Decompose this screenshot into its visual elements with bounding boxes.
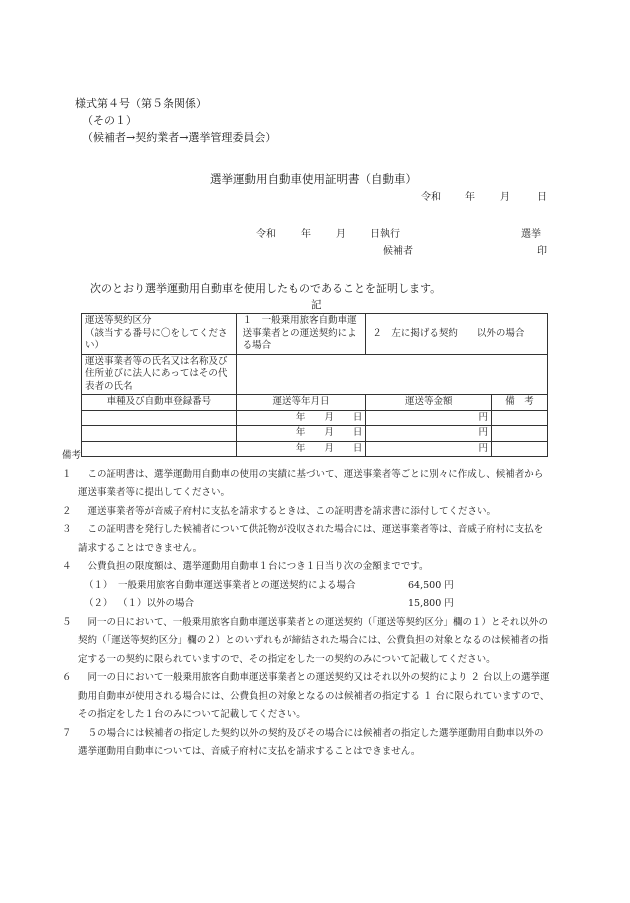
col-date: 運送等年月日	[236, 395, 366, 411]
remarks-cell[interactable]	[492, 410, 548, 426]
note-item	[62, 503, 552, 522]
col-remarks: 備 考	[492, 395, 548, 411]
subnote-text: 一般乗用旅客自動車運送事業者との運送契約による場合	[118, 579, 356, 591]
note-text: 同一の日において、一般乗用旅客自動車運送事業者との運送契約（「運送等契約区分」欄の１）とそれ以外の契約（「運送等契約区分」欄の２）とのいずれもが締結された場合には、公費負担の対象となるのは候補者の指定する一の契約に限られていますので、その指定をした一の契約のみについて記載してください。	[78, 616, 549, 665]
amount-cell[interactable]: 円	[366, 441, 492, 457]
subnote-number: （２）	[84, 598, 113, 609]
date-cell[interactable]: 年 月 日	[236, 441, 366, 457]
election-era: 令和	[256, 229, 276, 240]
date-cell[interactable]: 年 月 日	[236, 410, 366, 426]
election-month: 月	[336, 229, 346, 240]
form-flow: （候補者→契約業者→選挙管理委員会）	[82, 131, 277, 144]
remarks-cell[interactable]	[492, 426, 548, 442]
subnote-text: （１）以外の場合	[118, 598, 195, 609]
contract-type-row	[82, 314, 548, 355]
note-text: ５の場合には候補者の指定した契約以外の契約及びその場合には候補者の指定した選挙運動用自動車以外の選挙運動用自動車については、音威子府村に支払を請求することはできません。	[78, 727, 544, 757]
operator-field[interactable]	[236, 354, 547, 395]
note-item	[62, 725, 552, 762]
notes-section	[62, 447, 552, 762]
contract-type-label: 運送等契約区分 （該当する番号に〇をしてください）	[82, 314, 237, 355]
form-part: （その１）	[82, 114, 137, 127]
column-header-row	[82, 395, 548, 411]
col-amount: 運送等金額	[366, 395, 492, 411]
issue-date-year: 年	[465, 192, 475, 203]
certificate-table	[81, 313, 548, 457]
form-number: 様式第４号（第５条関係）	[75, 97, 207, 110]
election-year: 年	[301, 229, 311, 240]
amount-cell[interactable]: 円	[366, 426, 492, 442]
date-cell[interactable]: 年 月 日	[236, 426, 366, 442]
issue-date-day: 日	[537, 192, 547, 203]
subnote-item	[62, 577, 552, 596]
subnote-amount: 15,800 円	[408, 598, 454, 609]
contract-option-2[interactable]: ２ 左に掲げる契約 以外の場合	[366, 314, 548, 355]
election-day-exec: 日執行	[370, 229, 400, 240]
col-vehicle: 車種及び自動車登録番号	[82, 395, 237, 411]
note-number: ７	[62, 727, 72, 739]
note-number: ２	[62, 505, 72, 517]
seal-mark: 印	[537, 246, 547, 257]
candidate-label: 候補者	[383, 246, 413, 257]
subnote-amount: 64,500 円	[408, 579, 454, 591]
certification-statement: 次のとおり選挙運動用自動車を使用したものであることを証明します。	[90, 282, 442, 295]
note-item	[62, 521, 552, 558]
vehicle-cell[interactable]	[82, 426, 237, 442]
note-number: ３	[62, 524, 72, 535]
document-title: 選挙運動用自動車使用証明書（自動車）	[210, 172, 417, 186]
note-text: この証明書は、選挙運動用自動車の使用の実績に基づいて、運送事業者等ごとに別々に作成し、候補者から運送事業者等に提出してください。	[78, 468, 544, 498]
note-text: 運送事業者等が音威子府村に支払を請求するときは、この証明書を請求書に添付してください。	[78, 505, 497, 517]
issue-date-era: 令和	[421, 192, 441, 203]
note-text: 同一の日において一般乗用旅客自動車運送事業者との運送契約又はそれ以外の契約により ２ 台以上の選挙運動用自動車が使用される場合には、公費負担の対象となるのは候補者の指定する １ 台に限られていますので、その指定をした１台のみについて記載してください。	[78, 672, 550, 720]
operator-row	[82, 354, 548, 395]
subnote-item	[62, 595, 552, 614]
ki-mark: 記	[311, 299, 322, 311]
note-item	[62, 614, 552, 670]
operator-label: 運送事業者等の氏名又は名称及び住所並びに法人にあってはその代表者の氏名	[82, 354, 237, 395]
issue-date-month: 月	[500, 192, 510, 203]
table-row	[82, 410, 548, 426]
contract-option-1[interactable]: １ 一般乗用旅客自動車運送事業者との運送契約による場合	[236, 314, 366, 355]
table-row	[82, 426, 548, 442]
notes-title: 備考	[62, 450, 82, 461]
note-item	[62, 669, 552, 725]
election-label: 選挙	[521, 229, 541, 240]
amount-cell[interactable]: 円	[366, 410, 492, 426]
note-text: この証明書を発行した候補者について供託物が没収された場合には、運送事業者等は、音威子府村に支払を請求することはできません。	[78, 524, 544, 554]
note-text: 公費負担の限度額は、選挙運動用自動車１台につき１日当り次の金額までです。	[78, 561, 429, 572]
subnote-number: （１）	[84, 579, 113, 591]
note-number: ６	[62, 672, 72, 683]
vehicle-cell[interactable]	[82, 410, 237, 426]
note-number: ４	[62, 561, 72, 572]
note-number: ５	[62, 616, 72, 628]
note-number: １	[62, 468, 72, 480]
note-item	[62, 558, 552, 577]
note-item	[62, 466, 552, 503]
